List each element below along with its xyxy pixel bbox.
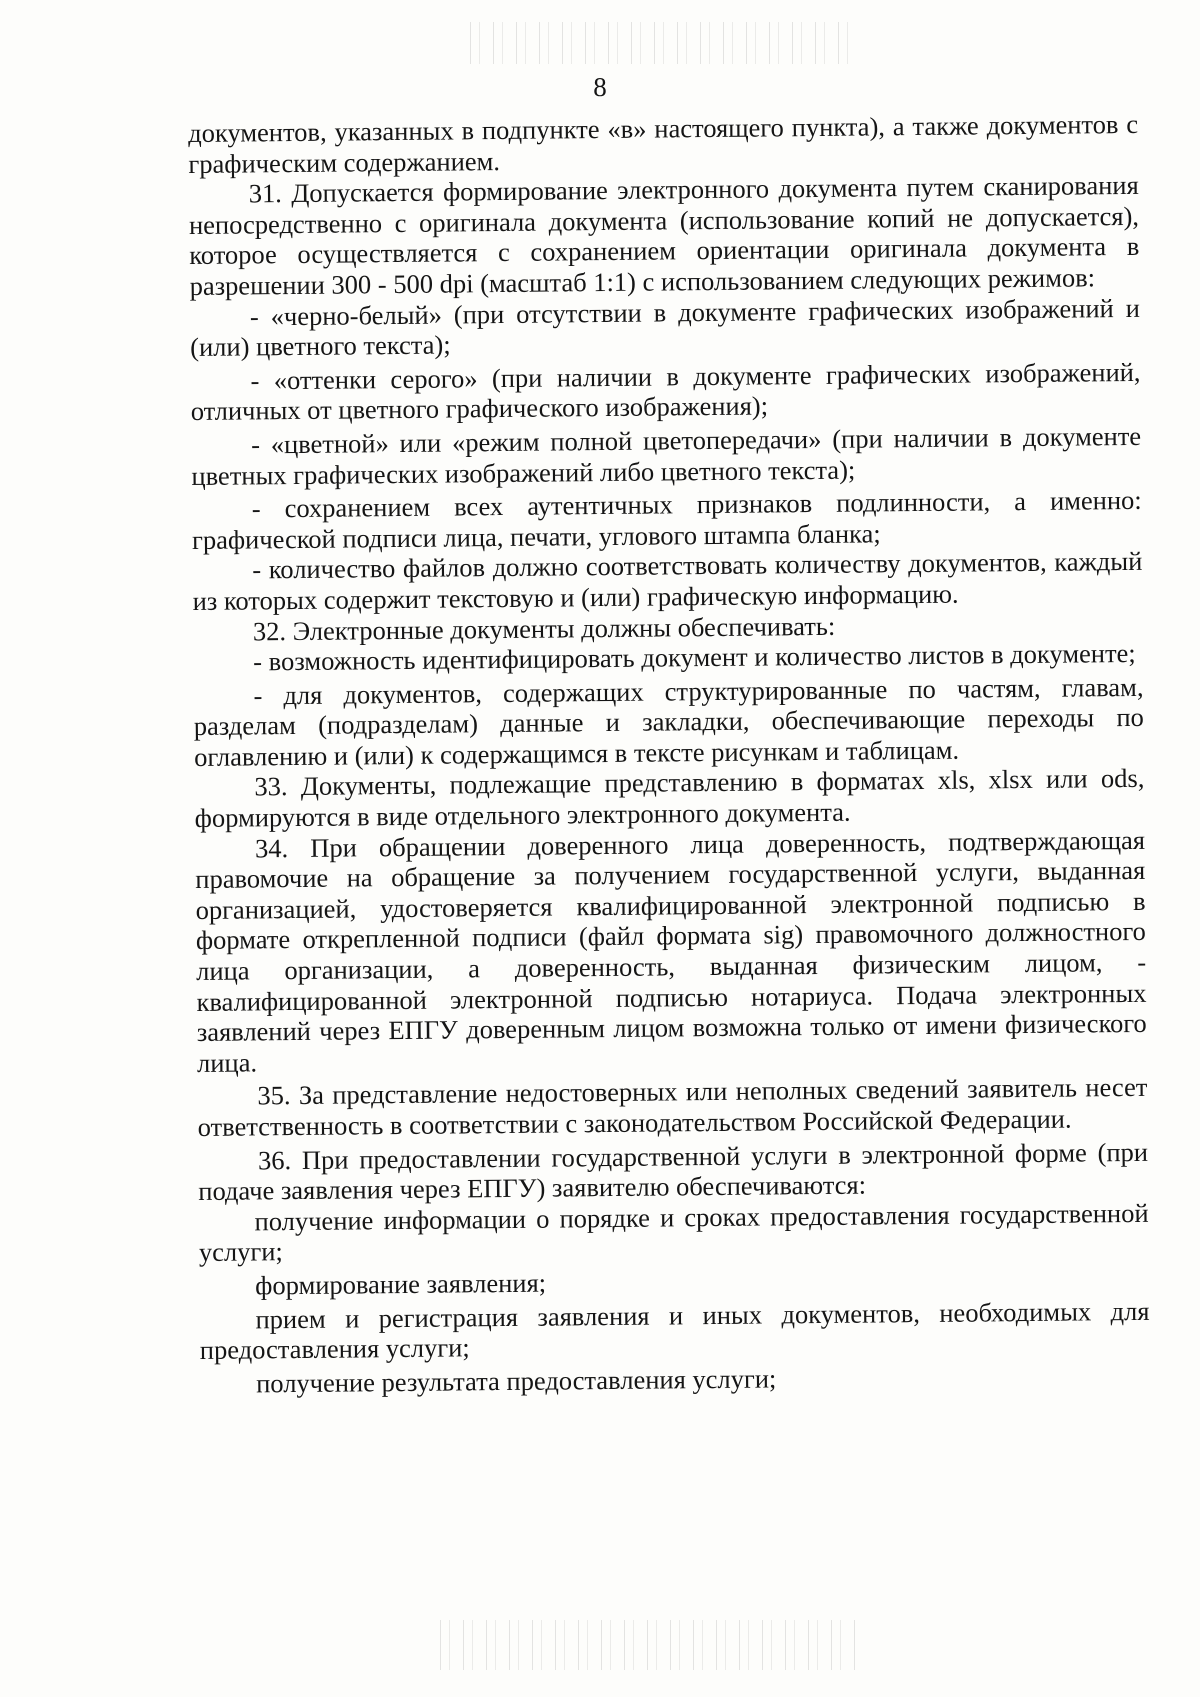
paragraph: - для документов, содержащих структурированные по частям, главам, разделам (подразделам) данные и закладки, обеспечивающие переходы по оглавлению и (или) к содержащимся в тексте рисункам и таблицам. bbox=[193, 671, 1144, 772]
paragraph: - «цветной» или «режим полной цветопередачи» (при наличии в документе цветных графических изображений либо цветного текста); bbox=[191, 420, 1142, 491]
paragraph: получение результата предоставления услуги; bbox=[256, 1363, 777, 1399]
paragraph: 33. Документы, подлежащие представлению в форматах xls, xlsx или ods, формируются в виде отдельного электронного документа. bbox=[194, 763, 1145, 834]
paragraph: прием и регистрация заявления и иных документов, необходимых для предоставления услуги; bbox=[199, 1295, 1150, 1366]
paragraph: - количество файлов должно соответствовать количеству документов, каждый из которых содержит текстовую и (или) графическую информацию. bbox=[192, 546, 1143, 616]
scan-artifact bbox=[470, 22, 860, 64]
scan-artifact bbox=[440, 1620, 860, 1670]
paragraph: получение информации о порядке и сроках предоставления государственной услуги; bbox=[198, 1197, 1149, 1268]
paragraph: 35. За представление недостоверных или неполных сведений заявитель несет ответственность в соответствии с законодательством Российской Федерации. bbox=[197, 1072, 1148, 1142]
paragraph: - «черно-белый» (при отсутствии в документе графических изображений и (или) цветного текста); bbox=[190, 292, 1141, 363]
paragraph: 31. Допускается формирование электронного документа путем сканирования непосредственно с оригинала документа (использование копий не допускается), которое осуществляется с сохранением ориентации оригинала документа в разрешении 300 - 500 dpi (масштаб 1:1) с использованием следующих режимов: bbox=[188, 170, 1140, 301]
paragraph: - «оттенки серого» (при наличии в документе графических изображений, отличных от цветного графического изображения); bbox=[190, 356, 1141, 427]
document-body bbox=[188, 109, 1150, 1399]
paragraph: 32. Электронные документы должны обеспечивать: bbox=[252, 610, 836, 646]
paragraph: формирование заявления; bbox=[255, 1267, 547, 1301]
paragraph: - сохранением всех аутентичных признаков подлинности, а именно: графической подписи лица, печати, углового штампа бланка; bbox=[191, 484, 1142, 555]
paragraph: 36. При предоставлении государственной услуги в электронной форме (при подаче заявления через ЕПГУ) заявителю обеспечиваются: bbox=[198, 1136, 1149, 1207]
paragraph: - возможность идентифицировать документ и количество листов в документе; bbox=[253, 638, 1136, 677]
paragraph: 34. При обращении доверенного лица доверенность, подтверждающая правомочие на обращение за получением государственной услуги, выданная организацией, удостоверяется квалифицированной электронной подписью в формате открепленной подписи (файл формата sig) правомочного должностного лица организации, а доверенность, выданная физическим лицом, - квалифицированной электронной подписью нотариуса. Подача электронных заявлений через ЕПГУ доверенным лицом возможна только от имени физического лица. bbox=[195, 824, 1147, 1078]
paragraph: документов, указанных в подпункте «в» настоящего пункта), а также документов с графическим содержанием. bbox=[188, 108, 1139, 179]
page-number: 8 bbox=[593, 72, 607, 102]
